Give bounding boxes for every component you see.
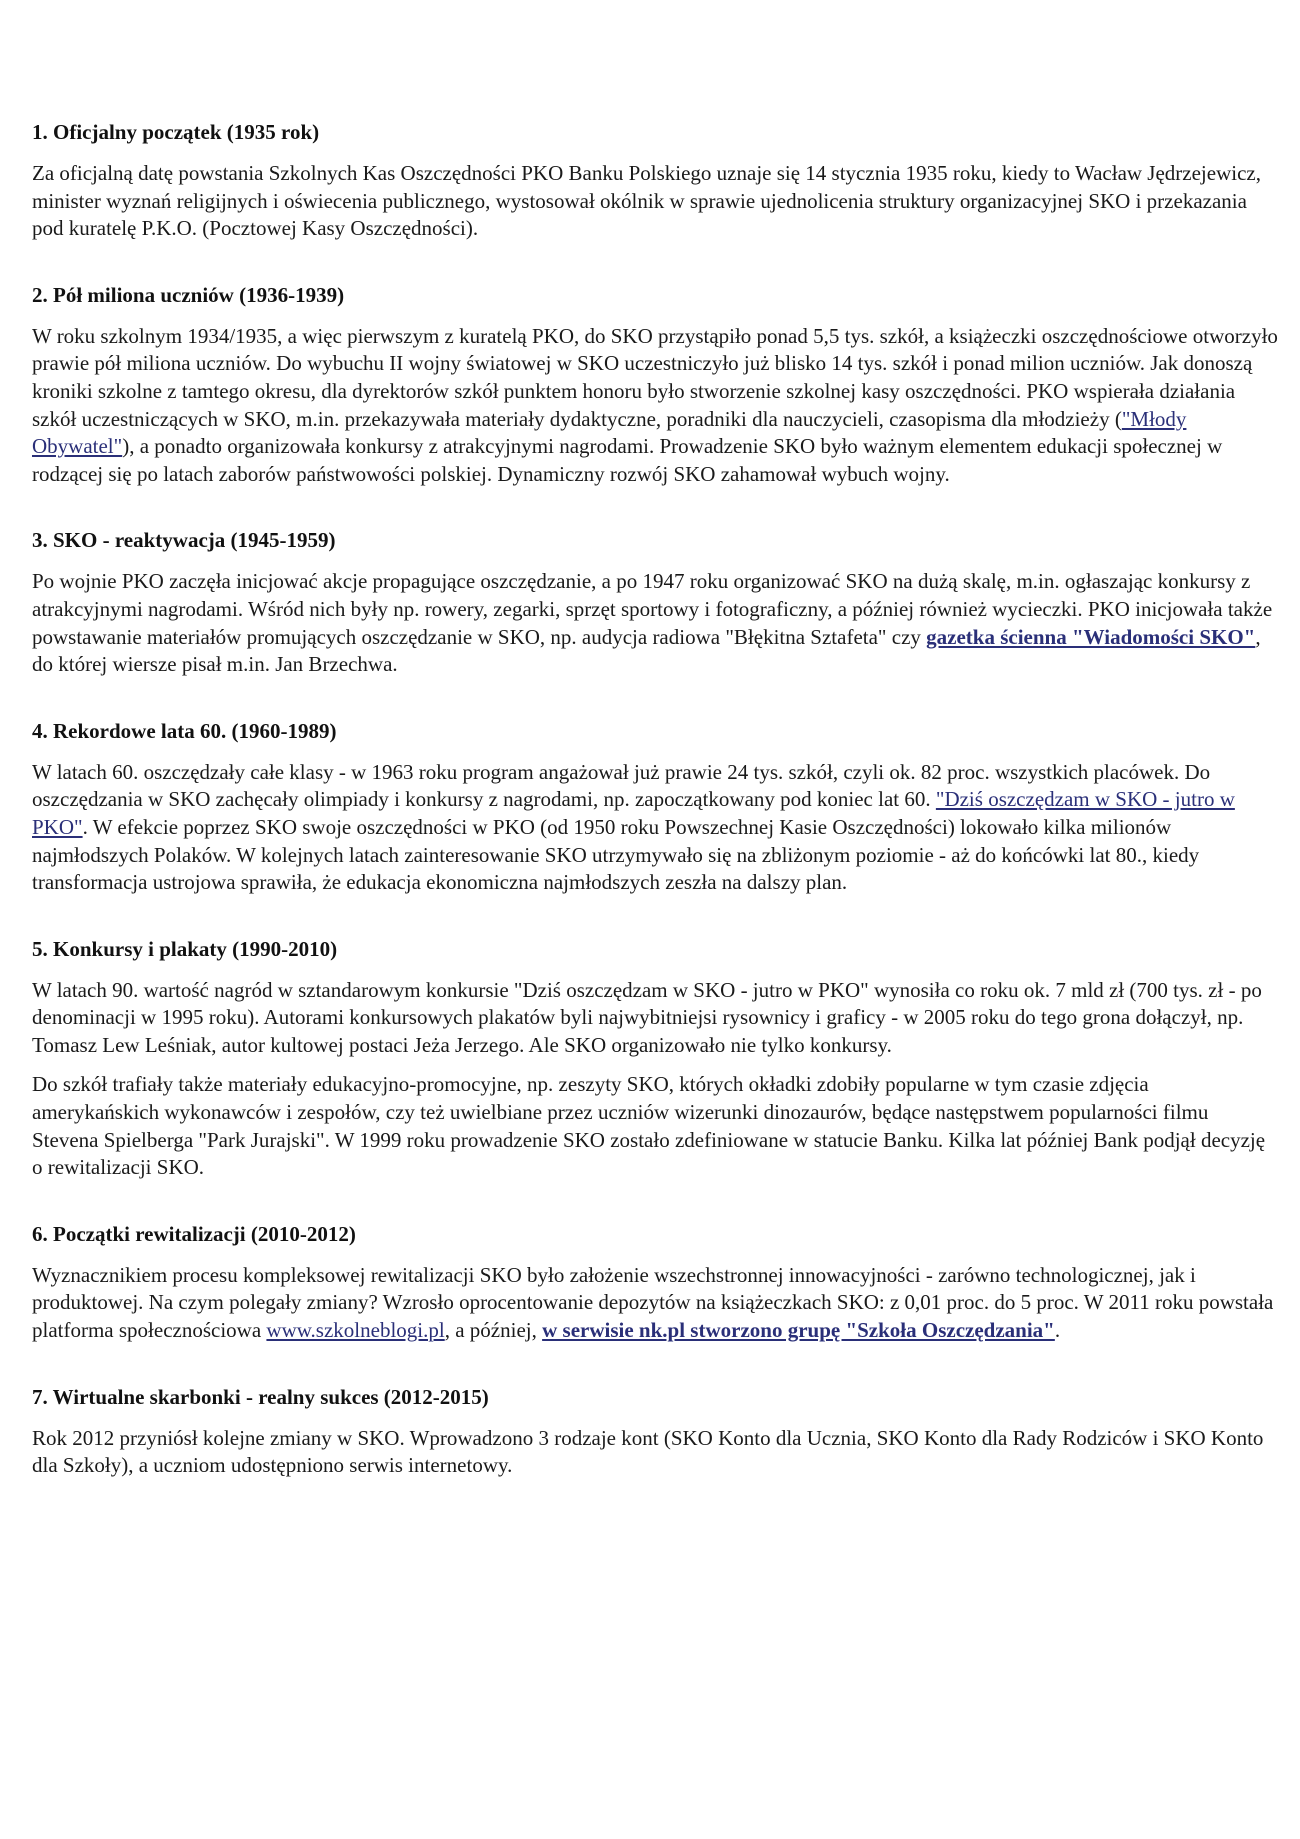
section-2 <box>32 281 1278 489</box>
section-paragraph <box>32 1425 1278 1480</box>
section-3 <box>32 526 1278 678</box>
section-paragraph <box>32 977 1278 1060</box>
paragraph-text: Po wojnie PKO zaczęła inicjować akcje propagujące oszczędzanie, a po 1947 roku organizować SKO na dużą skalę, m.in. ogłaszając konkursy z atrakcyjnymi nagrodami. Wśród nich były np. rowery, zegarki, sprzęt sportowy i fotograficzny, a później również wycieczki. PKO inicjowała także powstawanie materiałów promujących oszczędzanie w SKO, np. audycja radiowa "Błękitna Sztafeta" czy <box>32 569 1273 649</box>
section-7 <box>32 1383 1278 1480</box>
section-paragraph <box>32 759 1278 897</box>
section-heading: 1. Oficjalny początek (1935 rok) <box>32 120 320 144</box>
paragraph-text: W latach 90. wartość nagród w sztandarowym konkursie "Dziś oszczędzam w SKO - jutro w PKO" wynosiła co roku ok. 7 mld zł (700 tys. zł - po denominacji w 1995 roku). Autorami konkursowych plakatów byli najwybitniejsi rysownicy i graficy - w 2005 roku do tego grona dołączył, np. Tomasz Lew Leśniak, autor kultowej postaci Jeża Jerzego. Ale SKO organizowało nie tylko konkursy. <box>32 977 1262 1057</box>
paragraph-text: W latach 60. oszczędzały całe klasy - w 1963 roku program angażował już prawie 24 tys. szkół, czyli ok. 82 proc. wszystkich placówek. Do oszczędzania w SKO zachęcały olimpiady i konkursy z nagrodami, np. zapoczątkowany pod koniec lat 60. <box>32 759 1211 812</box>
section-heading: 2. Pół miliona uczniów (1936-1939) <box>32 282 345 307</box>
inline-link[interactable]: w serwisie nk.pl stworzono grupę "Szkoła Oszczędzania" <box>542 1318 1055 1343</box>
inline-link[interactable]: "Młody Obywatel" <box>32 406 1187 459</box>
paragraph-text: W roku szkolnym 1934/1935, a więc pierwszym z kuratelą PKO, do SKO przystąpiło ponad 5,5 tys. szkół, a książeczki oszczędnościowe otworzyło prawie pół miliona uczniów. Do wybuchu II wojny światowej w SKO uczestniczyło już blisko 14 tys. szkół i ponad milion uczniów. Jak donoszą kroniki szkolne z tamtego okresu, dla dyrektorów szkół punktem honoru było stworzenie szkolnej kasy oszczędności. PKO wspierała działania szkół uczestniczących w SKO, m.in. przekazywała materiały dydaktyczne, poradniki dla nauczycieli, czasopisma dla młodzieży ( <box>32 323 1278 431</box>
section-paragraph <box>32 323 1278 489</box>
paragraph-text: , a później, <box>444 1318 543 1343</box>
paragraph-text: . W efekcie poprzez SKO swoje oszczędności w PKO (od 1950 roku Powszechnej Kasie Oszczędności) lokowało kilka milionów najmłodszych Polaków. W kolejnych latach zainteresowanie SKO utrzymywało się na zbliżonym poziomie - aż do końcówki lat 80., kiedy transformacja ustrojowa sprawiła, że edukacja ekonomiczna najmłodszych zeszła na dalszy plan. <box>32 814 1200 895</box>
section-heading: 3. SKO - reaktywacja (1945-1959) <box>32 528 336 553</box>
section-1 <box>32 118 1278 243</box>
section-heading: 6. Początki rewitalizacji (2010-2012) <box>32 1221 356 1246</box>
section-4 <box>32 717 1278 897</box>
section-paragraph <box>32 160 1278 243</box>
paragraph-text: , do której wiersze pisał m.in. Jan Brzechwa. <box>32 624 1261 677</box>
document-page <box>32 118 1278 1518</box>
section-paragraph <box>32 568 1278 678</box>
section-paragraph <box>32 1262 1278 1345</box>
inline-link[interactable]: "Dziś oszczędzam w SKO - jutro w PKO" <box>32 787 1235 839</box>
paragraph-text: ), a ponadto organizowała konkursy z atrakcyjnymi nagrodami. Prowadzenie SKO było ważnym elementem edukacji społecznej w rodzącej się po latach zaborów państwowości polskiej. Dynamiczny rozwój SKO zahamował wybuch wojny. <box>32 434 1223 486</box>
paragraph-text: Rok 2012 przyniósł kolejne zmiany w SKO. Wprowadzono 3 rodzaje kont (SKO Konto dla Ucznia, SKO Konto dla Rady Rodziców i SKO Konto dla Szkoły), a uczniom udostępniono serwis internetowy. <box>32 1425 1264 1478</box>
section-5 <box>32 935 1278 1182</box>
section-heading: 5. Konkursy i plakaty (1990-2010) <box>32 936 338 961</box>
inline-link[interactable]: gazetka ścienna "Wiadomości SKO" <box>926 624 1256 649</box>
inline-link[interactable]: www.szkolneblogi.pl <box>266 1318 445 1343</box>
paragraph-text: Do szkół trafiały także materiały edukacyjno-promocyjne, np. zeszyty SKO, których okładki zdobiły popularne w tym czasie zdjęcia amerykańskich wykonawców i zespołów, czy też uwielbiane przez uczniów wizerunki dinozaurów, będące następstwem popularności filmu Stevena Spielberga "Park Jurajski". W 1999 roku prowadzenie SKO zostało zdefiniowane w statucie Banku. Kilka lat później Bank podjął decyzję o rewitalizacji SKO. <box>32 1072 1266 1180</box>
paragraph-text: . <box>1054 1318 1061 1343</box>
section-6 <box>32 1220 1278 1345</box>
paragraph-text: Za oficjalną datę powstania Szkolnych Kas Oszczędności PKO Banku Polskiego uznaje się 14 stycznia 1935 roku, kiedy to Wacław Jędrzejewicz, minister wyznań religijnych i oświecenia publicznego, wystosował okólnik w sprawie ujednolicenia struktury organizacyjnej SKO i przekazania pod kuratelę P.K.O. (Pocztowej Kasy Oszczędności). <box>32 161 1261 241</box>
section-heading: 7. Wirtualne skarbonki - realny sukces (2012-2015) <box>32 1384 489 1409</box>
section-heading: 4. Rekordowe lata 60. (1960-1989) <box>32 718 337 743</box>
paragraph-text: Wyznacznikiem procesu kompleksowej rewitalizacji SKO było założenie wszechstronnej innowacyjności - zarówno technologicznej, jak i produktowej. Na czym polegały zmiany? Wzrosło oprocentowanie depozytów na książeczkach SKO: z 0,01 proc. do 5 proc. W 2011 roku powstała platforma społecznościowa <box>32 1262 1274 1343</box>
section-paragraph <box>32 1071 1278 1181</box>
